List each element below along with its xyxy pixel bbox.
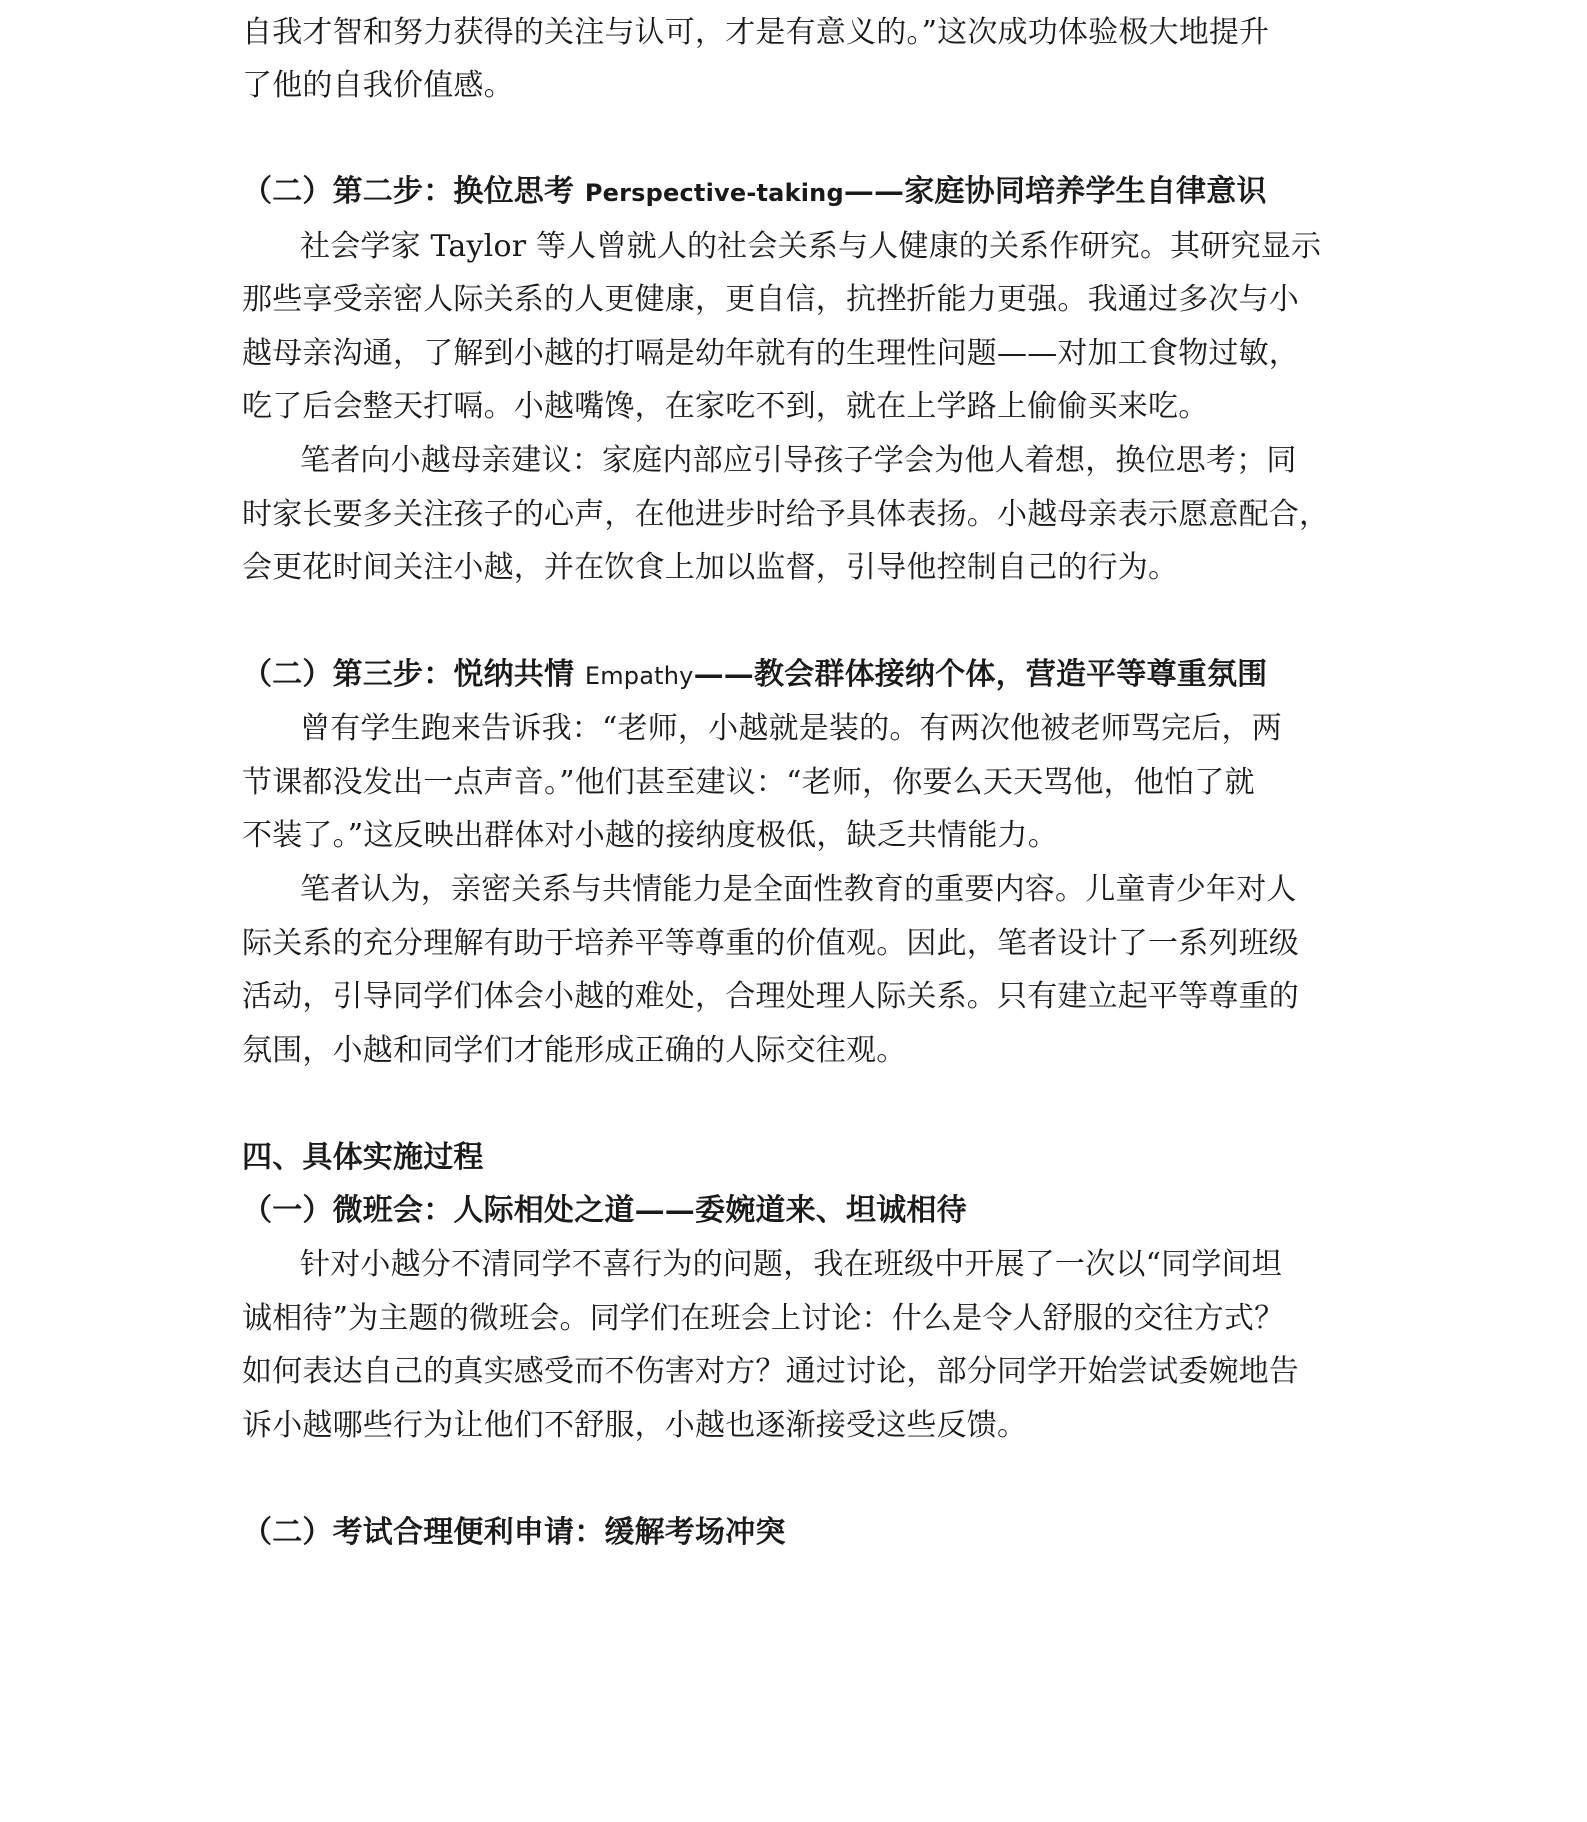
paragraph-line: 曾有学生跑来告诉我：“老师，小越就是装的。有两次他被老师骂完后，两 bbox=[300, 711, 1282, 746]
paragraph-line: 活动，引导同学们体会小越的难处，合理处理人际关系。只有建立起平等尊重的 bbox=[242, 979, 1299, 1014]
paragraph-line: 吃了后会整天打嗝。小越嘴馋，在家吃不到，就在上学路上偷偷买来吃。 bbox=[242, 389, 1209, 424]
section-heading-step2 bbox=[242, 172, 1267, 212]
paragraph-line: 会更花时间关注小越，并在饮食上加以监督，引导他控制自己的行为。 bbox=[242, 550, 1179, 585]
paragraph-line: 节课都没发出一点声音。”他们甚至建议：“老师，你要么天天骂他，他怕了就 bbox=[242, 765, 1255, 800]
heading-latin: Empathy bbox=[584, 662, 694, 690]
paragraph-line: 自我才智和努力获得的关注与认可，才是有意义的。”这次成功体验极大地提升 bbox=[242, 15, 1270, 50]
paragraph-line: 笔者向小越母亲建议：家庭内部应引导孩子学会为他人着想，换位思考；同 bbox=[300, 443, 1297, 478]
paragraph-line: 时家长要多关注孩子的心声，在他进步时给予具体表扬。小越母亲表示愿意配合， bbox=[242, 497, 1330, 532]
subsection-heading-exam-accommodation: （二）考试合理便利申请：缓解考场冲突 bbox=[242, 1515, 786, 1550]
paragraph-line: 不装了。”这反映出群体对小越的接纳度极低，缺乏共情能力。 bbox=[242, 818, 1058, 853]
heading-suffix: ——教会群体接纳个体，营造平等尊重氛围 bbox=[693, 657, 1268, 692]
paragraph-line: 诉小越哪些行为让他们不舒服，小越也逐渐接受这些反馈。 bbox=[242, 1408, 1028, 1443]
paragraph-line: 社会学家 Taylor 等人曾就人的社会关系与人健康的关系作研究。其研究显示 bbox=[300, 229, 1322, 264]
section-heading-step3 bbox=[242, 655, 1267, 695]
paragraph-line: 诚相待”为主题的微班会。同学们在班会上讨论：什么是令人舒服的交往方式？ bbox=[242, 1301, 1285, 1336]
paragraph-line: 际关系的充分理解有助于培养平等尊重的价值观。因此，笔者设计了一系列班级 bbox=[242, 926, 1299, 961]
paragraph-line: 那些享受亲密人际关系的人更健康，更自信，抗挫折能力更强。我通过多次与小 bbox=[242, 282, 1299, 317]
section-heading-implementation: 四、具体实施过程 bbox=[242, 1140, 484, 1175]
subsection-heading-micro-class: （一）微班会：人际相处之道——委婉道来、坦诚相待 bbox=[242, 1193, 967, 1228]
paragraph-line: 如何表达自己的真实感受而不伤害对方？通过讨论，部分同学开始尝试委婉地告 bbox=[242, 1354, 1299, 1389]
paragraph-line: 了他的自我价值感。 bbox=[242, 68, 514, 103]
heading-suffix: ——家庭协同培养学生自律意识 bbox=[843, 174, 1267, 209]
heading-prefix: （二）第三步：悦纳共情 bbox=[242, 657, 585, 692]
paragraph-line: 氛围，小越和同学们才能形成正确的人际交往观。 bbox=[242, 1033, 907, 1068]
paragraph-line: 针对小越分不清同学不喜行为的问题，我在班级中开展了一次以“同学间坦 bbox=[300, 1247, 1282, 1282]
heading-latin: Perspective-taking bbox=[584, 179, 844, 207]
paragraph-line: 笔者认为，亲密关系与共情能力是全面性教育的重要内容。儿童青少年对人 bbox=[300, 872, 1297, 907]
heading-prefix: （二）第二步：换位思考 bbox=[242, 174, 585, 209]
paragraph-line: 越母亲沟通，了解到小越的打嗝是幼年就有的生理性问题——对加工食物过敏， bbox=[242, 336, 1299, 371]
